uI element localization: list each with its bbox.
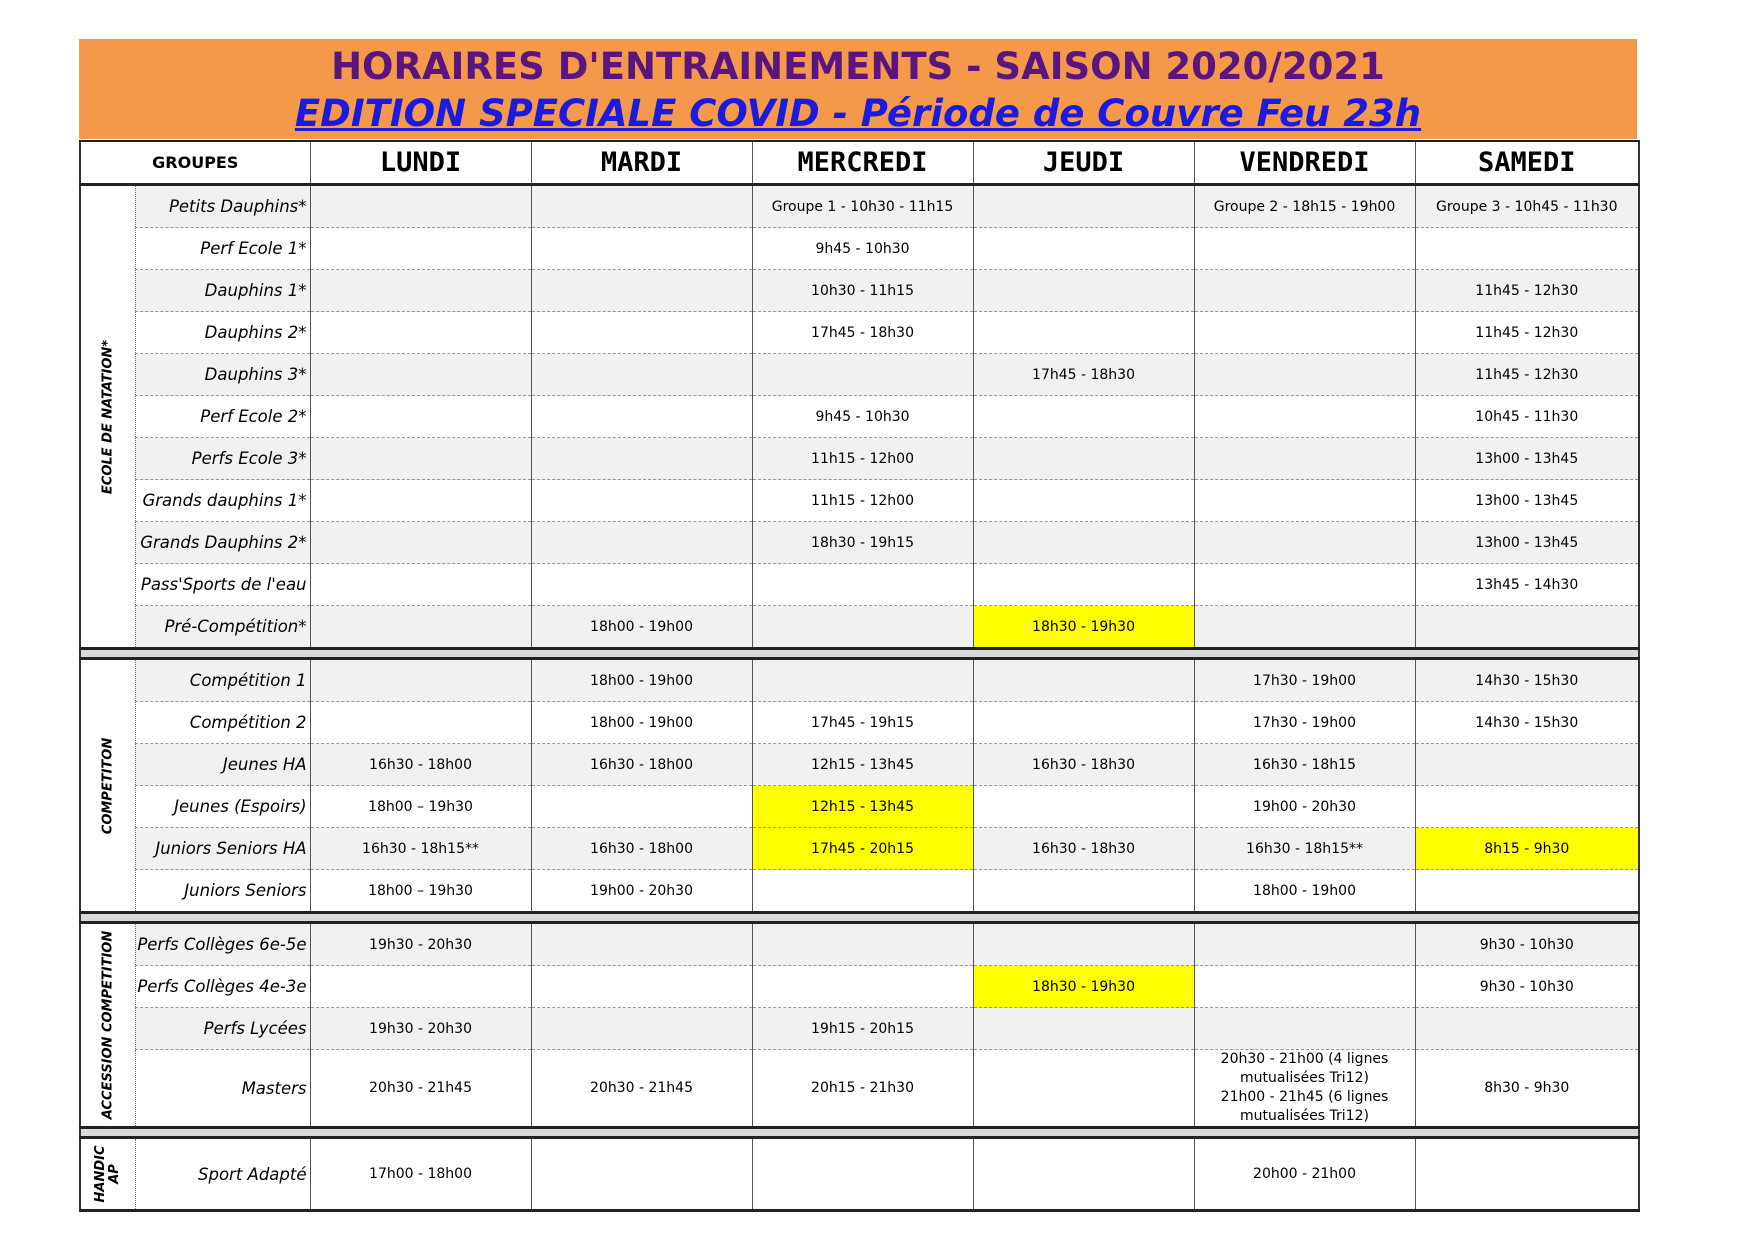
table-row [80, 659, 1639, 702]
schedule-cell [531, 522, 752, 564]
schedule-cell: 17h45 - 18h30 [973, 354, 1194, 396]
section-separator [80, 1128, 1639, 1138]
group-label: Dauphins 3* [135, 354, 310, 396]
page-subtitle: EDITION SPECIALE COVID - Période de Couvre Feu 23h [294, 92, 1422, 135]
schedule-cell [752, 1138, 973, 1211]
group-label: Perf Ecole 1* [135, 228, 310, 270]
schedule-cell [310, 522, 531, 564]
schedule-cell: 17h45 - 20h15 [752, 828, 973, 870]
schedule-cell: 9h30 - 10h30 [1415, 966, 1639, 1008]
schedule-cell [310, 312, 531, 354]
table-row [80, 744, 1639, 786]
table-row [80, 354, 1639, 396]
schedule-cell: 9h30 - 10h30 [1415, 923, 1639, 966]
table-row [80, 312, 1639, 354]
schedule-cell: 16h30 - 18h00 [531, 828, 752, 870]
table-row [80, 786, 1639, 828]
group-label: Perf Ecole 2* [135, 396, 310, 438]
schedule-cell [752, 923, 973, 966]
header-row [80, 141, 1639, 185]
schedule-cell [310, 270, 531, 312]
group-label: Perfs Collèges 6e-5e [135, 923, 310, 966]
schedule-cell [973, 522, 1194, 564]
schedule-cell [1415, 1008, 1639, 1050]
schedule-cell: 13h45 - 14h30 [1415, 564, 1639, 606]
schedule-cell [1194, 606, 1415, 649]
group-label: Dauphins 1* [135, 270, 310, 312]
schedule-cell: 18h30 - 19h15 [752, 522, 973, 564]
group-label: Perfs Lycées [135, 1008, 310, 1050]
schedule-cell: 16h30 - 18h00 [310, 744, 531, 786]
schedule-cell: 13h00 - 13h45 [1415, 522, 1639, 564]
section-separator [80, 649, 1639, 659]
schedule-cell: 12h15 - 13h45 [752, 744, 973, 786]
section-separator [80, 913, 1639, 923]
schedule-cell [973, 185, 1194, 228]
schedule-cell [310, 966, 531, 1008]
schedule-cell: 18h00 - 19h00 [531, 606, 752, 649]
schedule-cell [310, 564, 531, 606]
group-label: Jeunes HA [135, 744, 310, 786]
schedule-cell [531, 270, 752, 312]
group-label: Dauphins 2* [135, 312, 310, 354]
schedule-cell [1194, 480, 1415, 522]
schedule-cell [310, 659, 531, 702]
group-label: Compétition 2 [135, 702, 310, 744]
schedule-cell: Groupe 3 - 10h45 - 11h30 [1415, 185, 1639, 228]
schedule-cell: 9h45 - 10h30 [752, 396, 973, 438]
schedule-body [80, 185, 1639, 1211]
schedule-cell: 13h00 - 13h45 [1415, 438, 1639, 480]
schedule-cell: 14h30 - 15h30 [1415, 659, 1639, 702]
group-label: Grands dauphins 1* [135, 480, 310, 522]
schedule-cell [973, 1138, 1194, 1211]
schedule-cell [752, 966, 973, 1008]
schedule-cell: 18h00 - 19h00 [531, 659, 752, 702]
category-cell [80, 185, 135, 649]
table-row [80, 522, 1639, 564]
schedule-cell: 11h15 - 12h00 [752, 480, 973, 522]
group-label: Petits Dauphins* [135, 185, 310, 228]
schedule-cell: 17h45 - 18h30 [752, 312, 973, 354]
schedule-cell: 19h00 - 20h30 [1194, 786, 1415, 828]
schedule-cell: Groupe 1 - 10h30 - 11h15 [752, 185, 973, 228]
schedule-cell [531, 228, 752, 270]
schedule-cell: 19h00 - 20h30 [531, 870, 752, 913]
category-label: ECOLE DE NATATION* [100, 339, 116, 494]
schedule-cell [1194, 564, 1415, 606]
schedule-cell: 19h15 - 20h15 [752, 1008, 973, 1050]
group-label: Perfs Ecole 3* [135, 438, 310, 480]
schedule-cell: 10h30 - 11h15 [752, 270, 973, 312]
table-row [80, 185, 1639, 228]
schedule-cell [1415, 228, 1639, 270]
schedule-cell [310, 228, 531, 270]
schedule-cell [531, 185, 752, 228]
day-header-vendredi: VENDREDI [1194, 141, 1415, 185]
group-label: Juniors Seniors [135, 870, 310, 913]
schedule-cell: 8h15 - 9h30 [1415, 828, 1639, 870]
schedule-cell: 13h00 - 13h45 [1415, 480, 1639, 522]
schedule-cell-line: 21h00 - 21h45 (6 lignes mutualisées Tri12) [1220, 1089, 1389, 1124]
group-label: Perfs Collèges 4e-3e [135, 966, 310, 1008]
schedule-cell: 20h30 - 21h45 [310, 1050, 531, 1128]
schedule-cell [310, 480, 531, 522]
schedule-cell [310, 702, 531, 744]
table-row [80, 702, 1639, 744]
day-header-lundi: LUNDI [310, 141, 531, 185]
schedule-cell: 19h30 - 20h30 [310, 923, 531, 966]
schedule-cell: 18h00 - 19h00 [531, 702, 752, 744]
table-row [80, 606, 1639, 649]
group-label: Pré-Compétition* [135, 606, 310, 649]
schedule-cell: 18h30 - 19h30 [973, 606, 1194, 649]
table-row [80, 828, 1639, 870]
group-label: Jeunes (Espoirs) [135, 786, 310, 828]
schedule-cell: 18h30 - 19h30 [973, 966, 1194, 1008]
schedule-cell [973, 923, 1194, 966]
schedule-cell [752, 659, 973, 702]
schedule-cell [1415, 1138, 1639, 1211]
schedule-cell [310, 354, 531, 396]
schedule-cell: 20h30 - 21h45 [531, 1050, 752, 1128]
schedule-cell [531, 1138, 752, 1211]
schedule-cell [1194, 1008, 1415, 1050]
schedule-cell [973, 438, 1194, 480]
schedule-cell [531, 786, 752, 828]
schedule-cell [1415, 744, 1639, 786]
schedule-cell: 16h30 - 18h00 [531, 744, 752, 786]
day-header-jeudi: JEUDI [973, 141, 1194, 185]
schedule-cell [531, 923, 752, 966]
group-label: Grands Dauphins 2* [135, 522, 310, 564]
group-label: Juniors Seniors HA [135, 828, 310, 870]
group-label: Pass'Sports de l'eau [135, 564, 310, 606]
schedule-cell [1194, 522, 1415, 564]
schedule-cell-line: 20h30 - 21h00 (4 lignes mutualisées Tri12) [1220, 1051, 1389, 1086]
schedule-cell: 17h45 - 19h15 [752, 702, 973, 744]
schedule-cell: 17h00 - 18h00 [310, 1138, 531, 1211]
schedule-cell [531, 1008, 752, 1050]
day-header-mardi: MARDI [531, 141, 752, 185]
schedule-cell [1194, 354, 1415, 396]
schedule-cell: 14h30 - 15h30 [1415, 702, 1639, 744]
schedule-cell: 11h45 - 12h30 [1415, 312, 1639, 354]
table-row [80, 1050, 1639, 1128]
schedule-cell [1194, 438, 1415, 480]
schedule-cell [973, 564, 1194, 606]
schedule-cell [531, 312, 752, 354]
schedule-cell [973, 228, 1194, 270]
category-cell [80, 1138, 135, 1211]
table-row [80, 228, 1639, 270]
schedule-cell [973, 702, 1194, 744]
category-cell [80, 659, 135, 913]
schedule-cell: 16h30 - 18h15 [1194, 744, 1415, 786]
schedule-cell: 16h30 - 18h15** [1194, 828, 1415, 870]
schedule-cell [1194, 270, 1415, 312]
schedule-cell: 16h30 - 18h15** [310, 828, 531, 870]
page-title: HORAIRES D'ENTRAINEMENTS - SAISON 2020/2021 [331, 45, 1385, 88]
schedule-cell: 17h30 - 19h00 [1194, 659, 1415, 702]
schedule-cell: 17h30 - 19h00 [1194, 702, 1415, 744]
schedule-cell [973, 312, 1194, 354]
schedule-cell [1194, 1050, 1415, 1128]
schedule-cell: 18h00 - 19h00 [1194, 870, 1415, 913]
schedule-cell: 16h30 - 18h30 [973, 744, 1194, 786]
schedule-cell [1194, 923, 1415, 966]
schedule-cell [531, 354, 752, 396]
schedule-cell: 20h00 - 21h00 [1194, 1138, 1415, 1211]
schedule-cell [1194, 312, 1415, 354]
schedule-cell [973, 659, 1194, 702]
groups-header: GROUPES [80, 141, 310, 185]
schedule-cell: 9h45 - 10h30 [752, 228, 973, 270]
table-row [80, 396, 1639, 438]
table-row [80, 966, 1639, 1008]
schedule-cell [531, 480, 752, 522]
schedule-cell [531, 966, 752, 1008]
schedule-cell [973, 1050, 1194, 1128]
schedule-cell [531, 396, 752, 438]
table-row [80, 270, 1639, 312]
schedule-cell [973, 870, 1194, 913]
schedule-cell: 20h15 - 21h30 [752, 1050, 973, 1128]
day-header-samedi: SAMEDI [1415, 141, 1639, 185]
day-header-mercredi: MERCREDI [752, 141, 973, 185]
category-label: ACCESSION COMPETITION [100, 930, 116, 1120]
schedule-cell [973, 396, 1194, 438]
table-row [80, 564, 1639, 606]
schedule-cell [531, 564, 752, 606]
category-label: HANDICAP [92, 1145, 122, 1203]
schedule-cell: 11h45 - 12h30 [1415, 270, 1639, 312]
schedule-cell [310, 185, 531, 228]
group-label: Masters [135, 1050, 310, 1128]
schedule-cell [973, 786, 1194, 828]
category-label: COMPETITON [100, 737, 116, 834]
schedule-cell: 18h00 – 19h30 [310, 786, 531, 828]
schedule-cell [310, 606, 531, 649]
schedule-cell: 10h45 - 11h30 [1415, 396, 1639, 438]
schedule-cell [310, 396, 531, 438]
schedule-cell [1194, 966, 1415, 1008]
group-label: Sport Adapté [135, 1138, 310, 1211]
schedule-cell [1194, 396, 1415, 438]
schedule-cell: 8h30 - 9h30 [1415, 1050, 1639, 1128]
schedule-cell: Groupe 2 - 18h15 - 19h00 [1194, 185, 1415, 228]
schedule-cell [973, 1008, 1194, 1050]
schedule-cell: 11h15 - 12h00 [752, 438, 973, 480]
schedule-cell: 12h15 - 13h45 [752, 786, 973, 828]
schedule-cell [752, 870, 973, 913]
schedule-cell [752, 564, 973, 606]
schedule-cell [310, 438, 531, 480]
schedule-cell [1194, 228, 1415, 270]
table-row [80, 1008, 1639, 1050]
schedule-cell: 16h30 - 18h30 [973, 828, 1194, 870]
schedule-cell [1415, 786, 1639, 828]
schedule-cell [531, 438, 752, 480]
schedule-cell [1415, 870, 1639, 913]
schedule-cell: 18h00 – 19h30 [310, 870, 531, 913]
schedule-cell: 19h30 - 20h30 [310, 1008, 531, 1050]
schedule-cell [752, 354, 973, 396]
table-row [80, 1138, 1639, 1211]
schedule-table [79, 140, 1640, 1212]
schedule-cell: 11h45 - 12h30 [1415, 354, 1639, 396]
table-row [80, 923, 1639, 966]
table-row [80, 480, 1639, 522]
table-row [80, 870, 1639, 913]
title-banner [79, 39, 1637, 139]
category-cell [80, 923, 135, 1128]
group-label: Compétition 1 [135, 659, 310, 702]
schedule-cell [973, 270, 1194, 312]
schedule-cell [752, 606, 973, 649]
schedule-cell [973, 480, 1194, 522]
schedule-cell [1415, 606, 1639, 649]
table-row [80, 438, 1639, 480]
